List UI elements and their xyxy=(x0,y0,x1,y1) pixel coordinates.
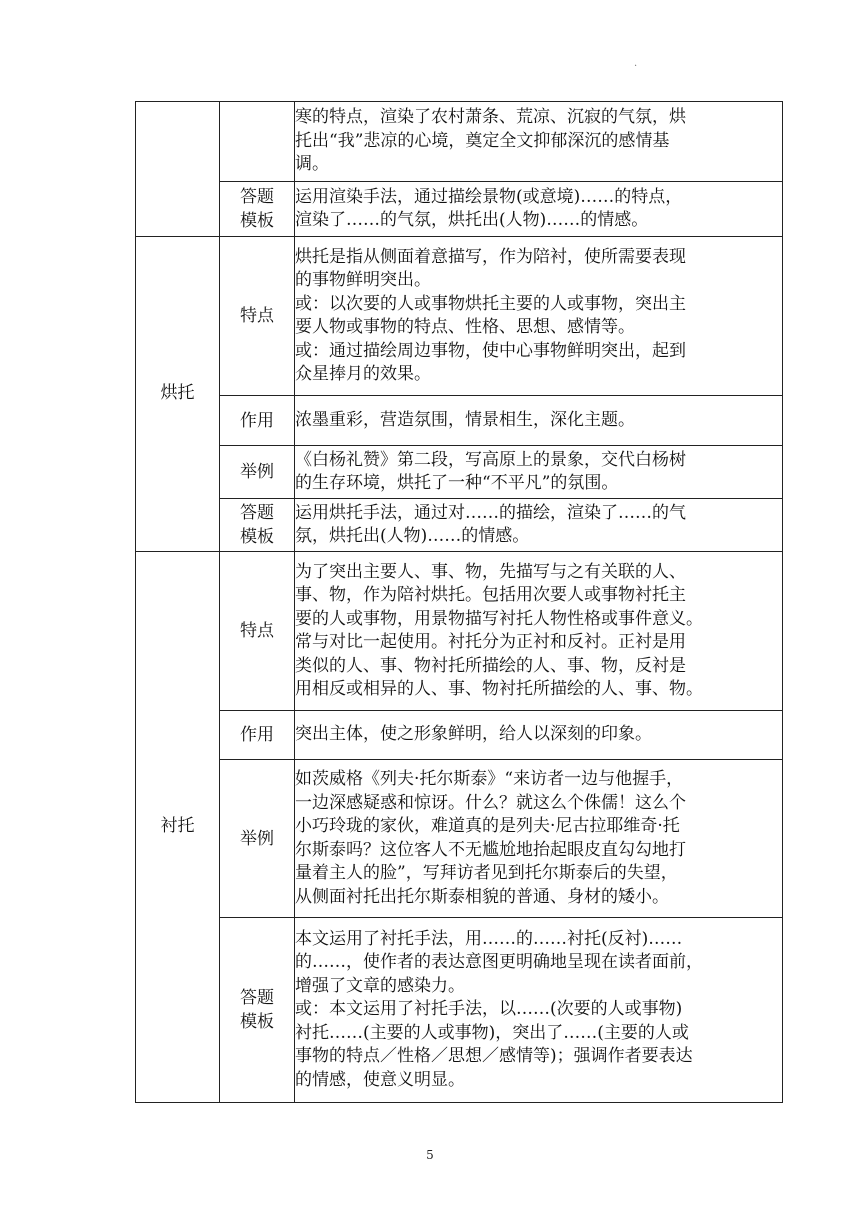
content-line: 要的人或事物，用景物描写衬托人物性格或事件意义。 xyxy=(295,608,703,629)
row-label: 特点 xyxy=(240,306,274,326)
table-row xyxy=(136,711,783,760)
row-label: 举例 xyxy=(240,462,274,482)
row-label: 答题 xyxy=(240,988,274,1008)
row-content-cell xyxy=(295,499,783,552)
row-content-cell xyxy=(295,396,783,446)
table-row xyxy=(136,918,783,1103)
content-line: 或：本文运用了衬托手法，以……(次要的人或事物) xyxy=(295,999,683,1020)
content-line: 的事物鲜明突出。 xyxy=(295,270,431,290)
row-label-cell xyxy=(220,711,295,760)
table-row xyxy=(136,760,783,918)
content-line: 如茨威格《列夫·托尔斯泰》“来访者一边与他握手， xyxy=(295,769,684,789)
content-line: 尔斯泰吗？这位客人不无尴尬地抬起眼皮直勾勾地打 xyxy=(295,839,686,860)
row-label: 模板 xyxy=(240,1012,274,1032)
page-number: 5 xyxy=(426,1148,434,1162)
category-cell-hongtuo: 烘托 xyxy=(136,237,220,552)
row-label: 作用 xyxy=(240,725,274,745)
content-line: 众星捧月的效果。 xyxy=(295,364,431,384)
content-line: 烘托是指从侧面着意描写，作为陪衬，使所需要表现 xyxy=(295,246,686,267)
content-line: 氛，烘托出(人物)……的情感。 xyxy=(295,526,530,546)
table-row xyxy=(136,499,783,552)
content-line: 运用渲染手法，通过描绘景物(或意境)……的特点， xyxy=(295,186,683,207)
table-row xyxy=(136,102,783,182)
row-label-cell xyxy=(220,237,295,396)
row-label: 特点 xyxy=(240,621,274,641)
row-label-cell xyxy=(220,446,295,499)
content-line: 运用烘托手法，通过对……的描绘，渲染了……的气 xyxy=(295,502,686,523)
content-line: 用相反或相异的人、事、物衬托所描绘的人、事、物。 xyxy=(295,679,703,699)
row-content-cell xyxy=(295,446,783,499)
table-row xyxy=(136,237,783,396)
content-line: 的……，使作者的表达意图更明确地呈现在读者面前， xyxy=(295,952,703,973)
table-row xyxy=(136,446,783,499)
content-line: 调。 xyxy=(295,154,329,175)
content-line: 或：通过描绘周边事物，使中心事物鲜明突出，起到 xyxy=(295,340,686,361)
table-row xyxy=(136,552,783,711)
category-cell-chentuo: 衬托 xyxy=(136,552,220,1103)
table-row xyxy=(136,182,783,237)
row-label-cell xyxy=(220,499,295,552)
content-line: 事物的特点／性格／思想／感情等)；强调作者要表达 xyxy=(295,1046,693,1067)
row-content-cell xyxy=(295,918,783,1103)
header-mark: . xyxy=(634,58,638,69)
row-label: 举例 xyxy=(240,828,274,849)
row-label: 答题 xyxy=(240,503,274,523)
row-label-cell xyxy=(220,552,295,711)
table-row xyxy=(136,396,783,446)
content-line: 托出“我”悲凉的心境，奠定全文抑郁深沉的感情基 xyxy=(295,130,670,151)
row-label: 模板 xyxy=(240,527,274,547)
row-content-cell xyxy=(295,102,783,182)
content-line: 小巧玲珑的家伙，难道真的是列夫·尼古拉耶维奇·托 xyxy=(295,816,680,836)
category-cell-xuanran xyxy=(136,102,220,237)
content-line: 事、物，作为陪衬烘托。包括用次要人或事物衬托主 xyxy=(295,585,686,605)
row-label-cell xyxy=(220,918,295,1103)
content-line: 要人物或事物的特点、性格、思想、感情等。 xyxy=(295,317,635,337)
content-line: 《白杨礼赞》第二段，写高原上的景象，交代白杨树 xyxy=(295,449,686,470)
row-content-cell xyxy=(295,552,783,711)
content-line: 寒的特点，渲染了农村萧条、荒凉、沉寂的气氛，烘 xyxy=(295,107,686,128)
content-line: 渲染了……的气氛，烘托出(人物)……的情感。 xyxy=(295,210,649,230)
content-line: 或：以次要的人或事物烘托主要的人或事物，突出主 xyxy=(295,293,686,314)
row-label: 模板 xyxy=(240,211,274,231)
content-line: 常与对比一起使用。衬托分为正衬和反衬。正衬是用 xyxy=(295,632,686,652)
row-label-cell xyxy=(220,396,295,446)
row-content-cell xyxy=(295,711,783,760)
content-line: 从侧面衬托出托尔斯泰相貌的普通、身材的矮小。 xyxy=(295,886,669,907)
content-line: 量着主人的脸”，写拜访者见到托尔斯泰后的失望， xyxy=(295,863,678,883)
row-label-cell xyxy=(220,102,295,182)
content-line: 浓墨重彩，营造氛围，情景相生，深化主题。 xyxy=(295,409,635,430)
row-content-cell xyxy=(295,237,783,396)
rhetoric-table xyxy=(135,101,783,1103)
content-line: 增强了文章的感染力。 xyxy=(295,975,465,996)
row-content-cell xyxy=(295,182,783,237)
row-label-cell xyxy=(220,760,295,918)
content-line: 突出主体，使之形象鲜明，给人以深刻的印象。 xyxy=(295,724,652,745)
content-line: 一边深感疑惑和惊讶。什么？就这么个侏儒！这么个 xyxy=(295,792,686,813)
row-label: 答题 xyxy=(240,187,274,207)
content-line: 的生存环境，烘托了一种“不平凡”的氛围。 xyxy=(295,473,619,493)
row-label-cell xyxy=(220,182,295,237)
content-line: 为了突出主要人、事、物，先描写与之有关联的人、 xyxy=(295,561,686,582)
content-line: 类似的人、事、物衬托所描绘的人、事、物，反衬是 xyxy=(295,655,686,676)
row-label: 作用 xyxy=(240,410,274,431)
content-line: 衬托……(主要的人或事物)，突出了……(主要的人或 xyxy=(295,1022,689,1043)
row-content-cell xyxy=(295,760,783,918)
content-line: 的情感，使意义明显。 xyxy=(295,1069,465,1090)
content-line: 本文运用了衬托手法，用……的……衬托(反衬)…… xyxy=(295,928,683,949)
